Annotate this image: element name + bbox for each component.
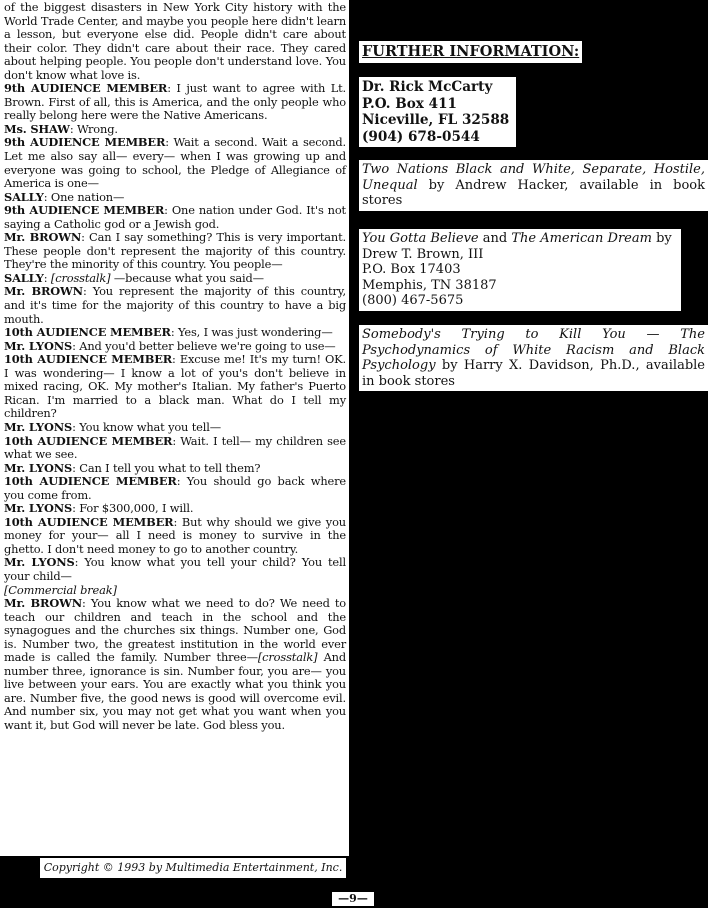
further-information-heading: FURTHER INFORMATION: bbox=[359, 41, 582, 63]
contact-city: Niceville, FL 32588 bbox=[362, 112, 510, 128]
transcript-line: Mr. BROWN: Can I say something? This is very important. These people don't represent the majority of this country. They're the minority of this country. You people— bbox=[4, 230, 346, 272]
speaker-name: SALLY bbox=[4, 189, 44, 204]
contact-address bbox=[359, 77, 516, 147]
speaker-name: Mr. BROWN bbox=[4, 284, 83, 299]
book-city: Memphis, TN 38187 bbox=[362, 277, 497, 293]
transcript-line: Mr. BROWN: You represent the majority of this country, and it's time for the majority of this country to have a big mouth. bbox=[4, 284, 346, 326]
stage-direction: [crosstalk] bbox=[257, 650, 318, 665]
transcript-line: 10th AUDIENCE MEMBER: Wait. I tell— my children see what we see. bbox=[4, 433, 346, 462]
speaker-name: Ms. SHAW bbox=[4, 121, 70, 136]
book-phone: (800) 467-5675 bbox=[362, 293, 464, 309]
transcript-line: Mr. LYONS: Can I tell you what to tell them? bbox=[4, 460, 261, 475]
speaker-name: Mr. LYONS bbox=[4, 501, 73, 516]
book-title: Two Nations Black and White, Separate, Hostile, Unequal bbox=[362, 162, 705, 193]
book-listing-brown: You Gotta Believe and The American Dream by Drew T. Brown, III P.O. Box 17403 Memphis, TN 38187 (800) 467-5675 bbox=[359, 229, 681, 311]
book-listing-hacker bbox=[359, 160, 708, 211]
book-author: Drew T. Brown, III bbox=[362, 246, 484, 262]
speaker-name: Mr. LYONS bbox=[4, 338, 73, 353]
contact-name: Dr. Rick McCarty bbox=[362, 79, 493, 95]
speaker-name: Mr. LYONS bbox=[4, 460, 73, 475]
transcript-line: 9th AUDIENCE MEMBER: One nation under God. It's not saying a Catholic god or a Jewish god. bbox=[4, 203, 346, 231]
copyright-notice: Copyright © 1993 by Multimedia Entertainment, Inc. bbox=[40, 858, 346, 878]
stage-direction: [crosstalk] bbox=[50, 270, 111, 285]
speaker-name: 10th AUDIENCE MEMBER bbox=[4, 433, 173, 448]
book-title: The American Dream bbox=[511, 231, 652, 246]
contact-phone: (904) 678-0544 bbox=[362, 128, 480, 145]
transcript-line: Mr. BROWN: You know what we need to do? We need to teach our children and teach in the school and the synagogues and the churches six things. Number one, God is. Number two, the greatest institution in the world ever made is called the family. Number three—[crosstalk] And number three, ignorance is sin. Number four, you are— you live between your ears. You are exactly what you think you are. Number five, the good news is good will overcome evil. And number six, you may not get what you want when you want it, but God will never be late. God bless you. bbox=[4, 596, 347, 732]
transcript-line: 10th AUDIENCE MEMBER: Yes, I was just wondering— bbox=[4, 325, 333, 340]
speaker-name: Mr. LYONS bbox=[4, 555, 75, 570]
speaker-name: 10th AUDIENCE MEMBER bbox=[4, 352, 173, 367]
speaker-name: 10th AUDIENCE MEMBER bbox=[4, 514, 174, 529]
transcript-line: 9th AUDIENCE MEMBER: I just want to agree with Lt. Brown. First of all, this is America, and the only people who really belong here were the Native Americans. bbox=[4, 81, 347, 123]
speaker-name: SALLY bbox=[4, 270, 44, 285]
speaker-name: 10th AUDIENCE MEMBER bbox=[4, 474, 177, 489]
speaker-name: 9th AUDIENCE MEMBER bbox=[4, 135, 166, 150]
transcript-line: SALLY: One nation— bbox=[4, 189, 125, 204]
speaker-name: Mr. LYONS bbox=[4, 419, 73, 434]
speaker-name: Mr. BROWN bbox=[4, 596, 83, 611]
book-details: by Harry X. Davidson, Ph.D., available in book stores bbox=[362, 358, 705, 389]
transcript-line: 10th AUDIENCE MEMBER: Excuse me! It's my turn! OK. I was wondering— I know a lot of you's don't believe in mixed racing, OK. My mother's Italian. My father's Puerto Rican. I'm married to a black man. What do I tell my children? bbox=[4, 352, 346, 421]
transcript-column bbox=[0, 0, 349, 856]
transcript-line: Mr. LYONS: You know what you tell— bbox=[4, 419, 221, 434]
transcript-line: of the biggest disasters in New York City history with the World Trade Center, and maybe you people here didn't learn a lesson, but everyone else did. People didn't care about their color. They didn't care about their race. They cared about helping people. You people don't understand love. You don't know what love is. bbox=[4, 0, 347, 82]
transcript-line: Mr. LYONS: You know what you tell your child? You tell your child— bbox=[4, 555, 346, 583]
speaker-name: 9th AUDIENCE MEMBER bbox=[4, 203, 165, 218]
transcript-line: Ms. SHAW: Wrong. bbox=[4, 121, 118, 136]
transcript-line: Mr. LYONS: For $300,000, I will. bbox=[4, 501, 194, 516]
transcript-line: 9th AUDIENCE MEMBER: Wait a second. Wait a second. Let me also say all— every— when I was growing up and everyone was going to school, the Pledge of Allegiance of America is one— bbox=[4, 135, 346, 191]
contact-po-box: P.O. Box 411 bbox=[362, 95, 457, 112]
book-details: by Andrew Hacker, available in book stores bbox=[362, 177, 705, 209]
book-title: You Gotta Believe bbox=[362, 231, 479, 246]
speaker-name: 9th AUDIENCE MEMBER bbox=[4, 81, 168, 96]
transcript-line: 10th AUDIENCE MEMBER: You should go back where you come from. bbox=[4, 474, 346, 502]
page-number: —9— bbox=[332, 892, 374, 906]
transcript-line bbox=[4, 584, 346, 598]
transcript-line: 10th AUDIENCE MEMBER: But why should we give you money for your— all I need is money to survive in the ghetto. I don't need money to go to another country. bbox=[4, 514, 346, 556]
book-title: Somebody's Trying to Kill You — The Psychodynamics of White Racism and Black Psychology bbox=[362, 327, 705, 374]
transcript-line: Mr. LYONS: And you'd better believe we're going to use— bbox=[4, 338, 336, 353]
book-listing-davidson bbox=[359, 325, 708, 391]
stage-direction: [Commercial break] bbox=[4, 582, 117, 597]
transcript-line: SALLY: [crosstalk] —because what you said— bbox=[4, 270, 264, 285]
speaker-name: Mr. BROWN bbox=[4, 230, 82, 245]
book-po-box: P.O. Box 17403 bbox=[362, 262, 461, 278]
speaker-name: 10th AUDIENCE MEMBER bbox=[4, 325, 171, 340]
